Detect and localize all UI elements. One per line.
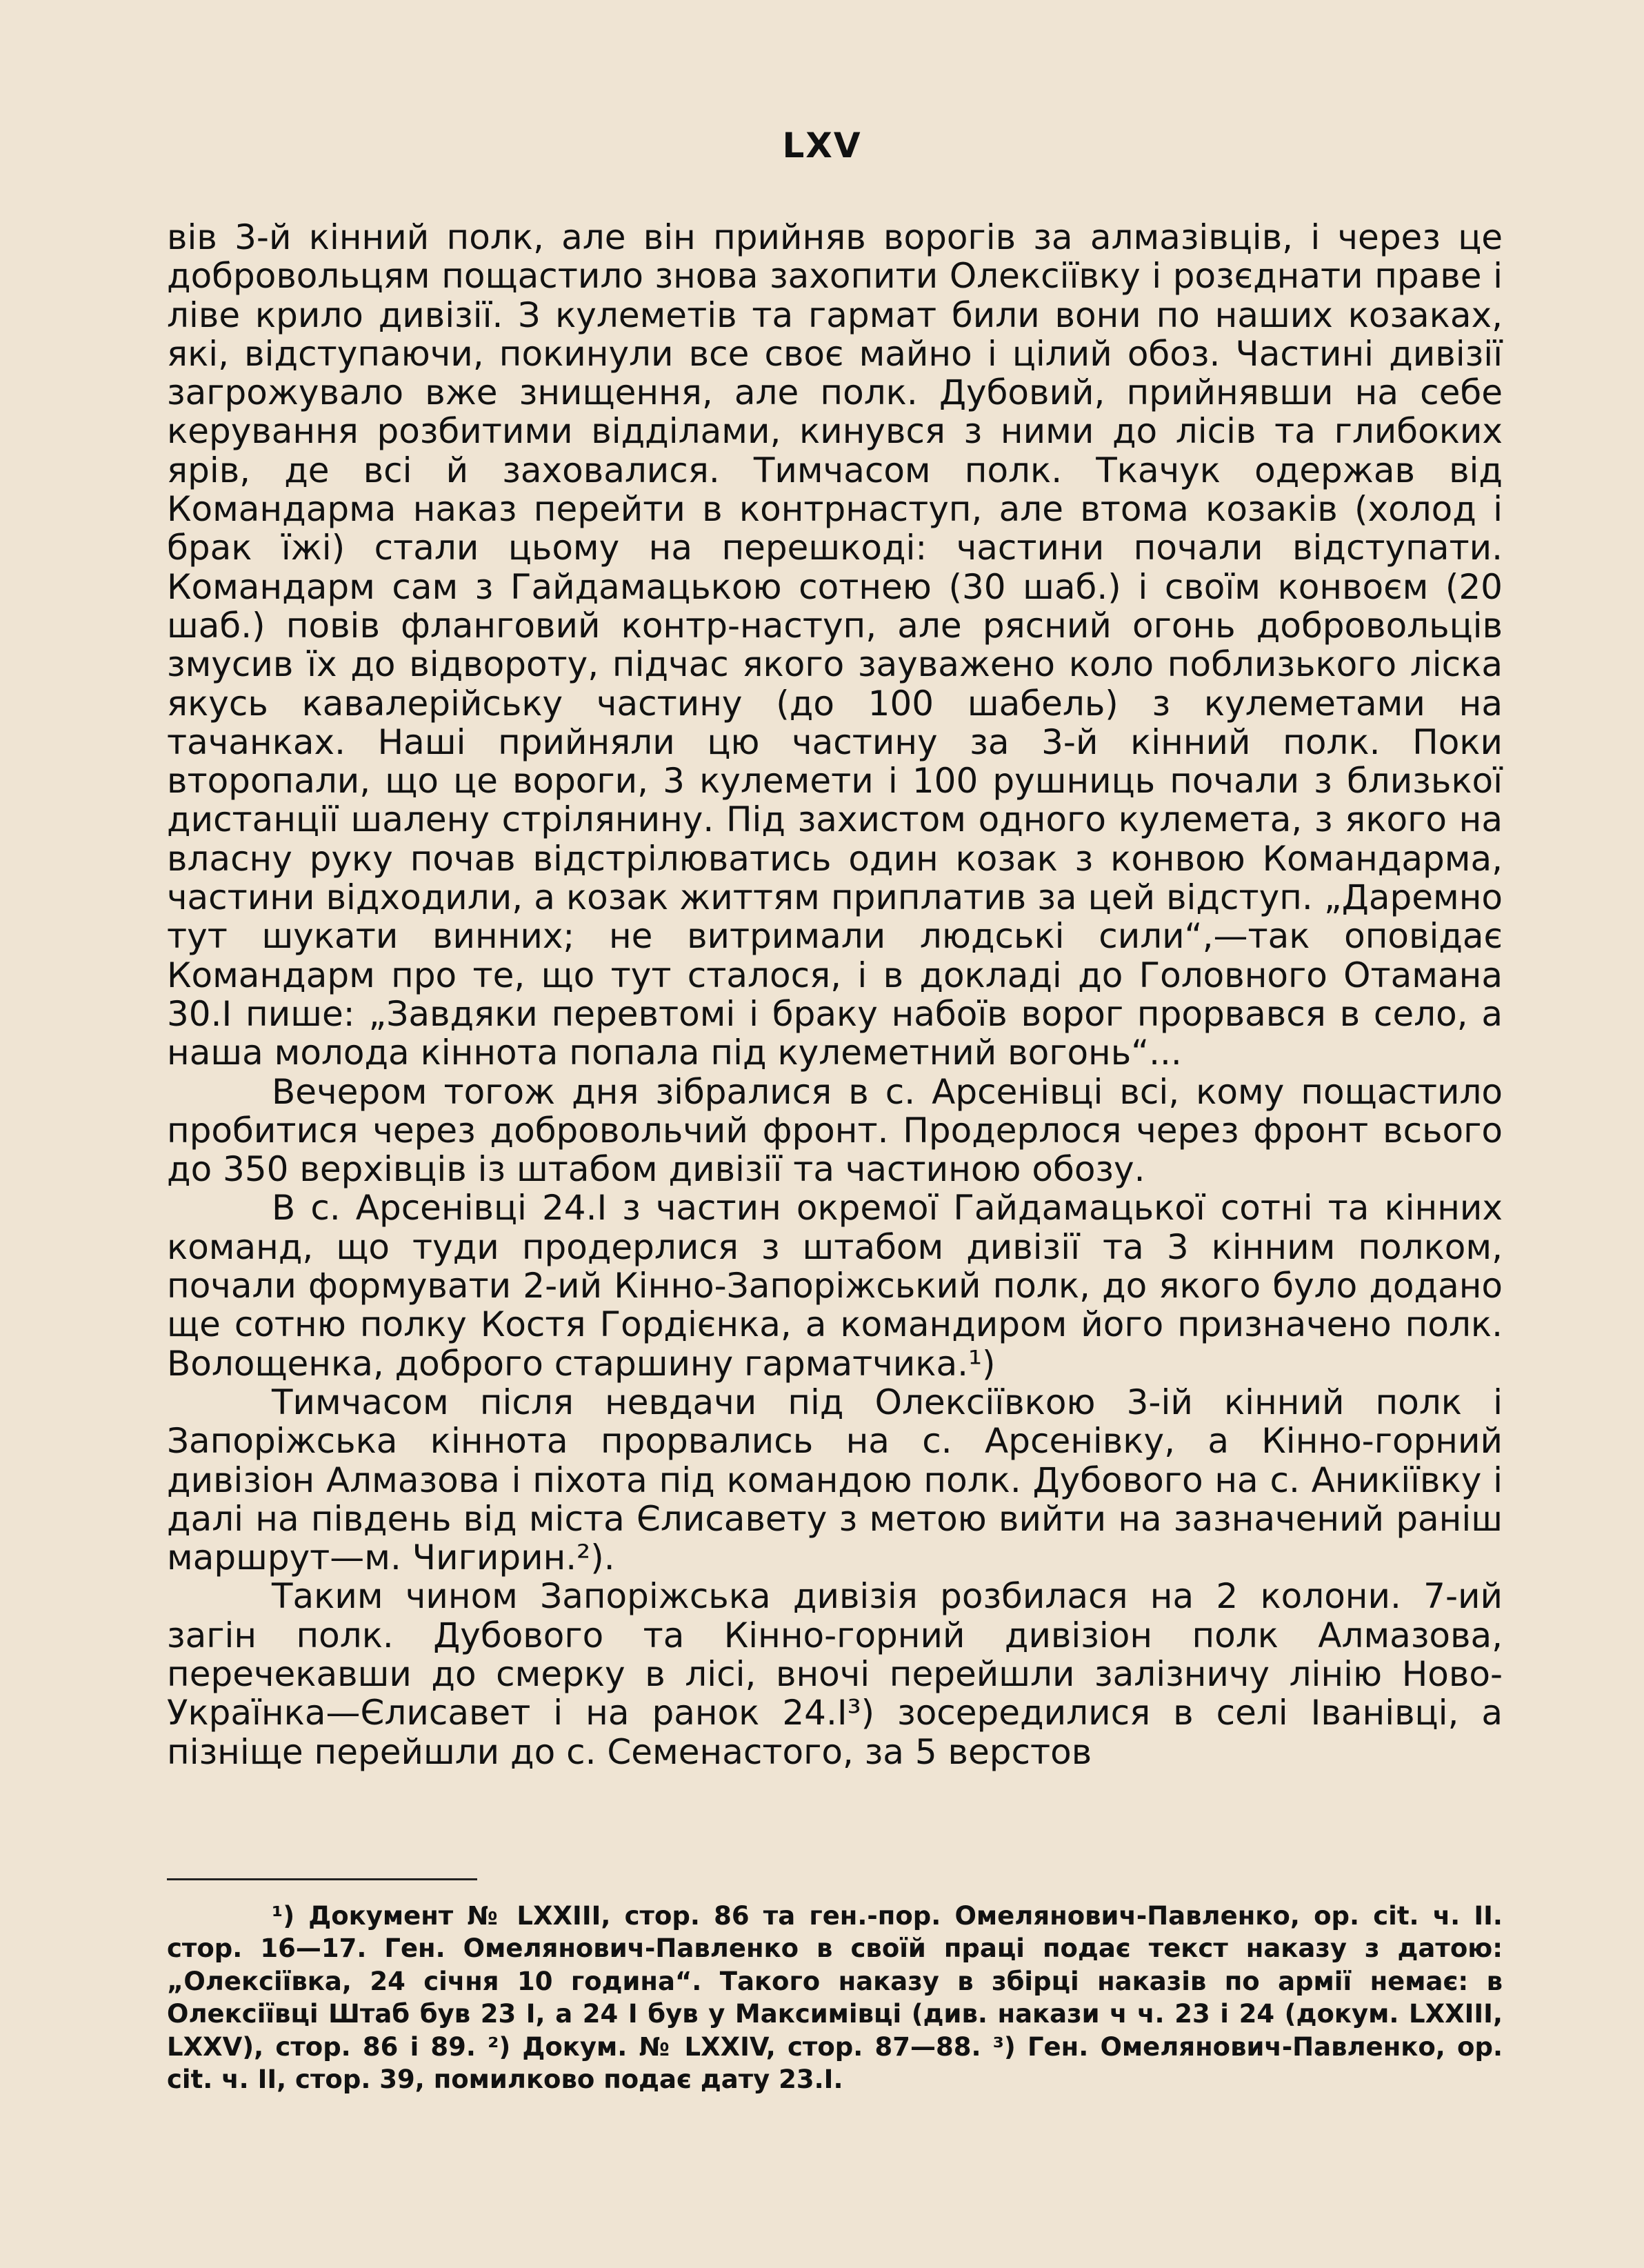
footnote-text: ¹) Документ № LXXIII, стор. 86 та ген.-пор. Омелянович-Павленко, op. cit. ч. II. стор. 16—17. Ген. Омелянович-Павленко в своїй праці подає текст наказу з датою: „Олексіївка, 24 січня 10 година“. Такого наказу в збірці наказів по армії немає: в Олексіївці Штаб був 23 I, а 24 I був у Максимівці (див. накази ч ч. 23 і 24 (докум. LXXIII, LXXV), стор. 86 і 89. ²) Докум. № LXXIV, стор. 87—88. ³) Ген. Омелянович-Павленко, op. cit. ч. II, стор. 39, помилково подає дату 23.I. bbox=[167, 1901, 1503, 2095]
footnote-divider bbox=[167, 1878, 477, 1880]
paragraph-2: Вечером тогож дня зібралися в с. Арсенівці всі, кому пощастило пробитися через добровольчий фронт. Продерлося через фронт всього до 350 верхівців із штабом дивізії та частиною обозу. bbox=[167, 1071, 1503, 1190]
paragraph-5: Таким чином Запоріжська дивізія розбилася на 2 колони. 7-ий загін полк. Дубового та Кінно-горний дивізіон полк Алмазова, перечекавши до смерку в лісі, вночі перейшли залізничу лінію Ново-Українка—Єлисавет і на ранок 24.I³) зосередилися в селі Іванівці, а пізніще перейшли до с. Семенастого, за 5 верстов bbox=[167, 1576, 1503, 1772]
page-number: LXV bbox=[782, 126, 862, 166]
main-text bbox=[167, 218, 1503, 1771]
paragraph-1: вів 3-й кінний полк, але він прийняв ворогів за алмазівців, і через це добровольцям пощастило знова захопити Олексіївку і розєднати праве і ліве крило дивізії. З кулеметів та гармат били вони по наших козаках, які, відступаючи, покинули все своє майно і цілий обоз. Частині дивізії загрожувало вже знищення, але полк. Дубовий, прийнявши на себе керування розбитими відділами, кинувся з ними до лісів та глибоких ярів, де всі й заховалися. Тимчасом полк. Ткачук одержав від Командарма наказ перейти в контрнаступ, але втома козаків (холод і брак їжі) стали цьому на перешкоді: частини почали відступати. Командарм сам з Гайдамацькою сотнею (30 шаб.) і своїм конвоєм (20 шаб.) повів фланговий контр-наступ, але рясний огонь добровольців змусив їх до відвороту, підчас якого зауважено коло поблизького ліска якусь кавалерійську частину (до 100 шабель) з кулеметами на тачанках. Наші прийняли цю частину за 3-й кінний полк. Поки второпали, що це вороги, 3 кулемети і 100 рушниць почали з близької дистанції шалену стрілянину. Під захистом одного кулемета, з якого на власну руку почав відстрілюватись один козак з конвою Командарма, частини відходили, а козак життям приплатив за цей відступ. „Даремно тут шукати винних; не витримали людські сили“,—так оповідає Командарм про те, що тут сталося, і в докладі до Головного Отамана 30.I пише: „Завдяки перевтомі і браку набоїв ворог прорвався в село, а наша молода кіннота попала під кулеметний вогонь“... bbox=[167, 217, 1503, 1073]
paragraph-4: Тимчасом після невдачи під Олексіївкою 3-ій кінний полк і Запоріжська кіннота прорвались на с. Арсенівку, а Кінно-горний дивізіон Алмазова і піхота під командою полк. Дубового на с. Аникіївку і далі на південь від міста Єлисавету з метою вийти на зазначений раніш маршрут—м. Чигирин.²). bbox=[167, 1382, 1503, 1578]
paragraph-3: В с. Арсенівці 24.I з частин окремої Гайдамацької сотні та кінних команд, що туди продерлися з штабом дивізії та 3 кінним полком, почали формувати 2-ий Кінно-Запоріжський полк, до якого було додано ще сотню полку Костя Гордієнка, а командиром його призначено полк. Волощенка, доброго старшину гарматчика.¹) bbox=[167, 1188, 1503, 1384]
footnotes bbox=[167, 1900, 1503, 2096]
